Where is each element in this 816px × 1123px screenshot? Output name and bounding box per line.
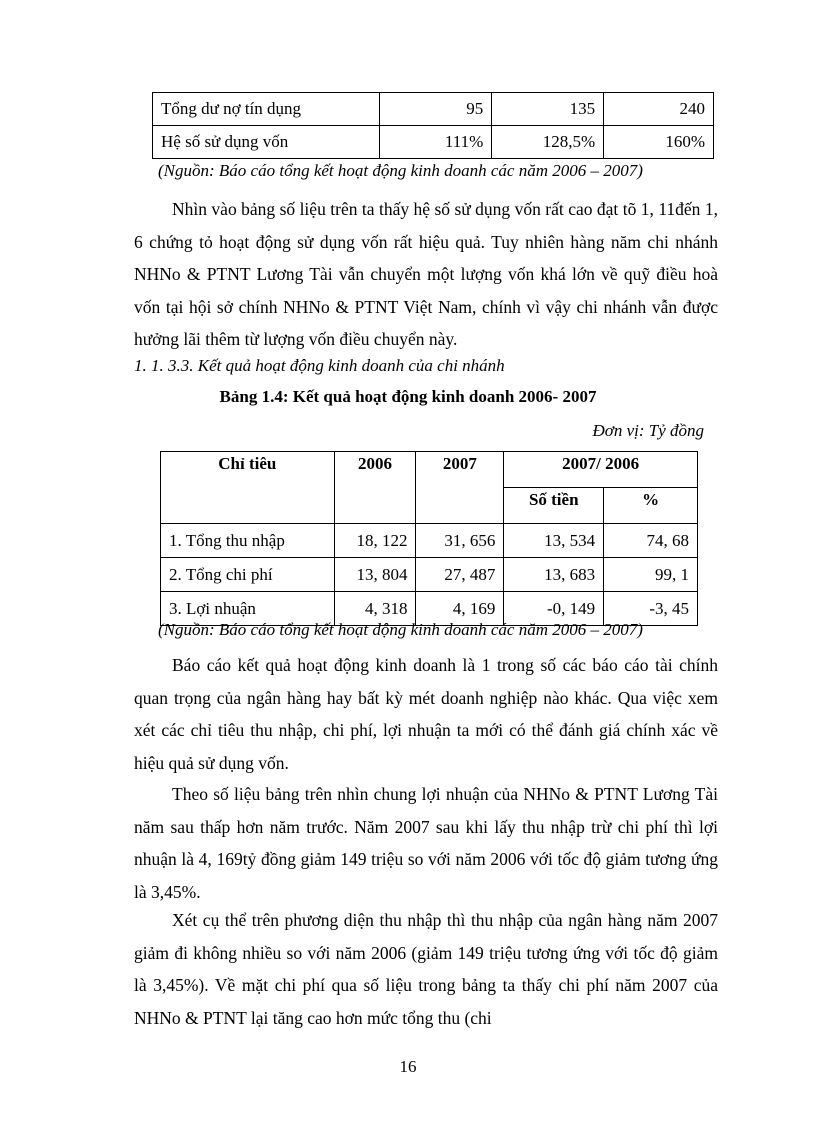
source-note-1: (Nguồn: Báo cáo tổng kết hoạt động kinh doanh các năm 2006 – 2007) bbox=[158, 161, 643, 180]
section-heading: 1. 1. 3.3. Kết quả hoạt động kinh doanh của chi nhánh bbox=[134, 356, 505, 375]
cell-value: 160% bbox=[604, 126, 714, 159]
cell-value: 240 bbox=[604, 93, 714, 126]
cell-value: 135 bbox=[492, 93, 604, 126]
cell-2007: 27, 487 bbox=[416, 558, 504, 592]
table-row bbox=[153, 93, 714, 126]
row-label: Tổng dư nợ tín dụng bbox=[153, 93, 380, 126]
page-number: 16 bbox=[399, 1057, 417, 1076]
paragraph-4: Xét cụ thể trên phương diện thu nhập thì thu nhập của ngân hàng năm 2007 giảm đi không nhiều so với năm 2006 (giảm 149 triệu tương ứng với tốc độ giảm là 3,45%). Về mặt chi phí qua số liệu trong bảng ta thấy chi phí năm 2007 của NHNo & PTNT lại tăng cao hơn mức tổng thu (chi bbox=[134, 910, 718, 1028]
cell-amount: 13, 683 bbox=[504, 558, 604, 592]
top-summary-table bbox=[152, 92, 714, 159]
cell-amount: 13, 534 bbox=[504, 524, 604, 558]
cell-percent: 74, 68 bbox=[604, 524, 698, 558]
cell-value: 95 bbox=[380, 93, 492, 126]
source-note-2: (Nguồn: Báo cáo tổng kết hoạt động kinh doanh các năm 2006 – 2007) bbox=[158, 620, 643, 639]
cell-value: 128,5% bbox=[492, 126, 604, 159]
row-label: 3. Lợi nhuận bbox=[161, 592, 335, 626]
paragraph-1: Nhìn vào bảng số liệu trên ta thấy hệ số sử dụng vốn rất cao đạt tõ 1, 11đến 1, 6 chứng tỏ hoạt động sử dụng vốn rất hiệu quả. Tuy nhiên hàng năm chi nhánh NHNo & PTNT Lương Tài vẫn chuyển một lượng vốn khá lớn về quỹ điều hoà vốn tại hội sở chính NHNo & PTNT Việt Nam, chính vì vậy chi nhánh vẫn được hưởng lãi thêm từ lượng vốn điều chuyển này. bbox=[134, 199, 718, 349]
cell-2007: 4, 169 bbox=[416, 592, 504, 626]
cell-2006: 4, 318 bbox=[334, 592, 416, 626]
cell-2007: 31, 656 bbox=[416, 524, 504, 558]
cell-value: 111% bbox=[380, 126, 492, 159]
paragraph-2: Báo cáo kết quả hoạt động kinh doanh là 1 trong số các báo cáo tài chính quan trọng của ngân hàng hay bất kỳ mét doanh nghiệp nào khác. Qua việc xem xét các chỉ tiêu thu nhập, chi phí, lợi nhuận ta mới có thể đánh giá chính xác về hiệu quả sử dụng vốn. bbox=[134, 655, 718, 773]
header-compare: 2007/ 2006 bbox=[504, 452, 698, 488]
table-header-row bbox=[161, 452, 698, 488]
header-percent: % bbox=[604, 488, 698, 524]
table-row bbox=[161, 558, 698, 592]
cell-2006: 18, 122 bbox=[334, 524, 416, 558]
header-amount: Số tiền bbox=[504, 488, 604, 524]
header-2006: 2006 bbox=[334, 452, 416, 524]
header-2007: 2007 bbox=[416, 452, 504, 524]
cell-percent: 99, 1 bbox=[604, 558, 698, 592]
row-label: 2. Tổng chi phí bbox=[161, 558, 335, 592]
paragraph-3: Theo số liệu bảng trên nhìn chung lợi nhuận của NHNo & PTNT Lương Tài năm sau thấp hơn năm trước. Năm 2007 sau khi lấy thu nhập trừ chi phí thì lợi nhuận là 4, 169tỷ đồng giảm 149 triệu so với năm 2006 với tốc độ giảm tương ứng là 3,45%. bbox=[134, 784, 718, 902]
unit-label: Đơn vị: Tỷ đồng bbox=[592, 421, 704, 440]
header-indicator: Chỉ tiêu bbox=[161, 452, 335, 524]
table-caption: Bảng 1.4: Kết quả hoạt động kinh doanh 2006- 2007 bbox=[219, 387, 597, 406]
cell-amount: -0, 149 bbox=[504, 592, 604, 626]
row-label: Hệ số sử dụng vốn bbox=[153, 126, 380, 159]
row-label: 1. Tổng thu nhập bbox=[161, 524, 335, 558]
table-row bbox=[161, 524, 698, 558]
business-results-table bbox=[160, 451, 698, 626]
table-row bbox=[153, 126, 714, 159]
cell-percent: -3, 45 bbox=[604, 592, 698, 626]
cell-2006: 13, 804 bbox=[334, 558, 416, 592]
